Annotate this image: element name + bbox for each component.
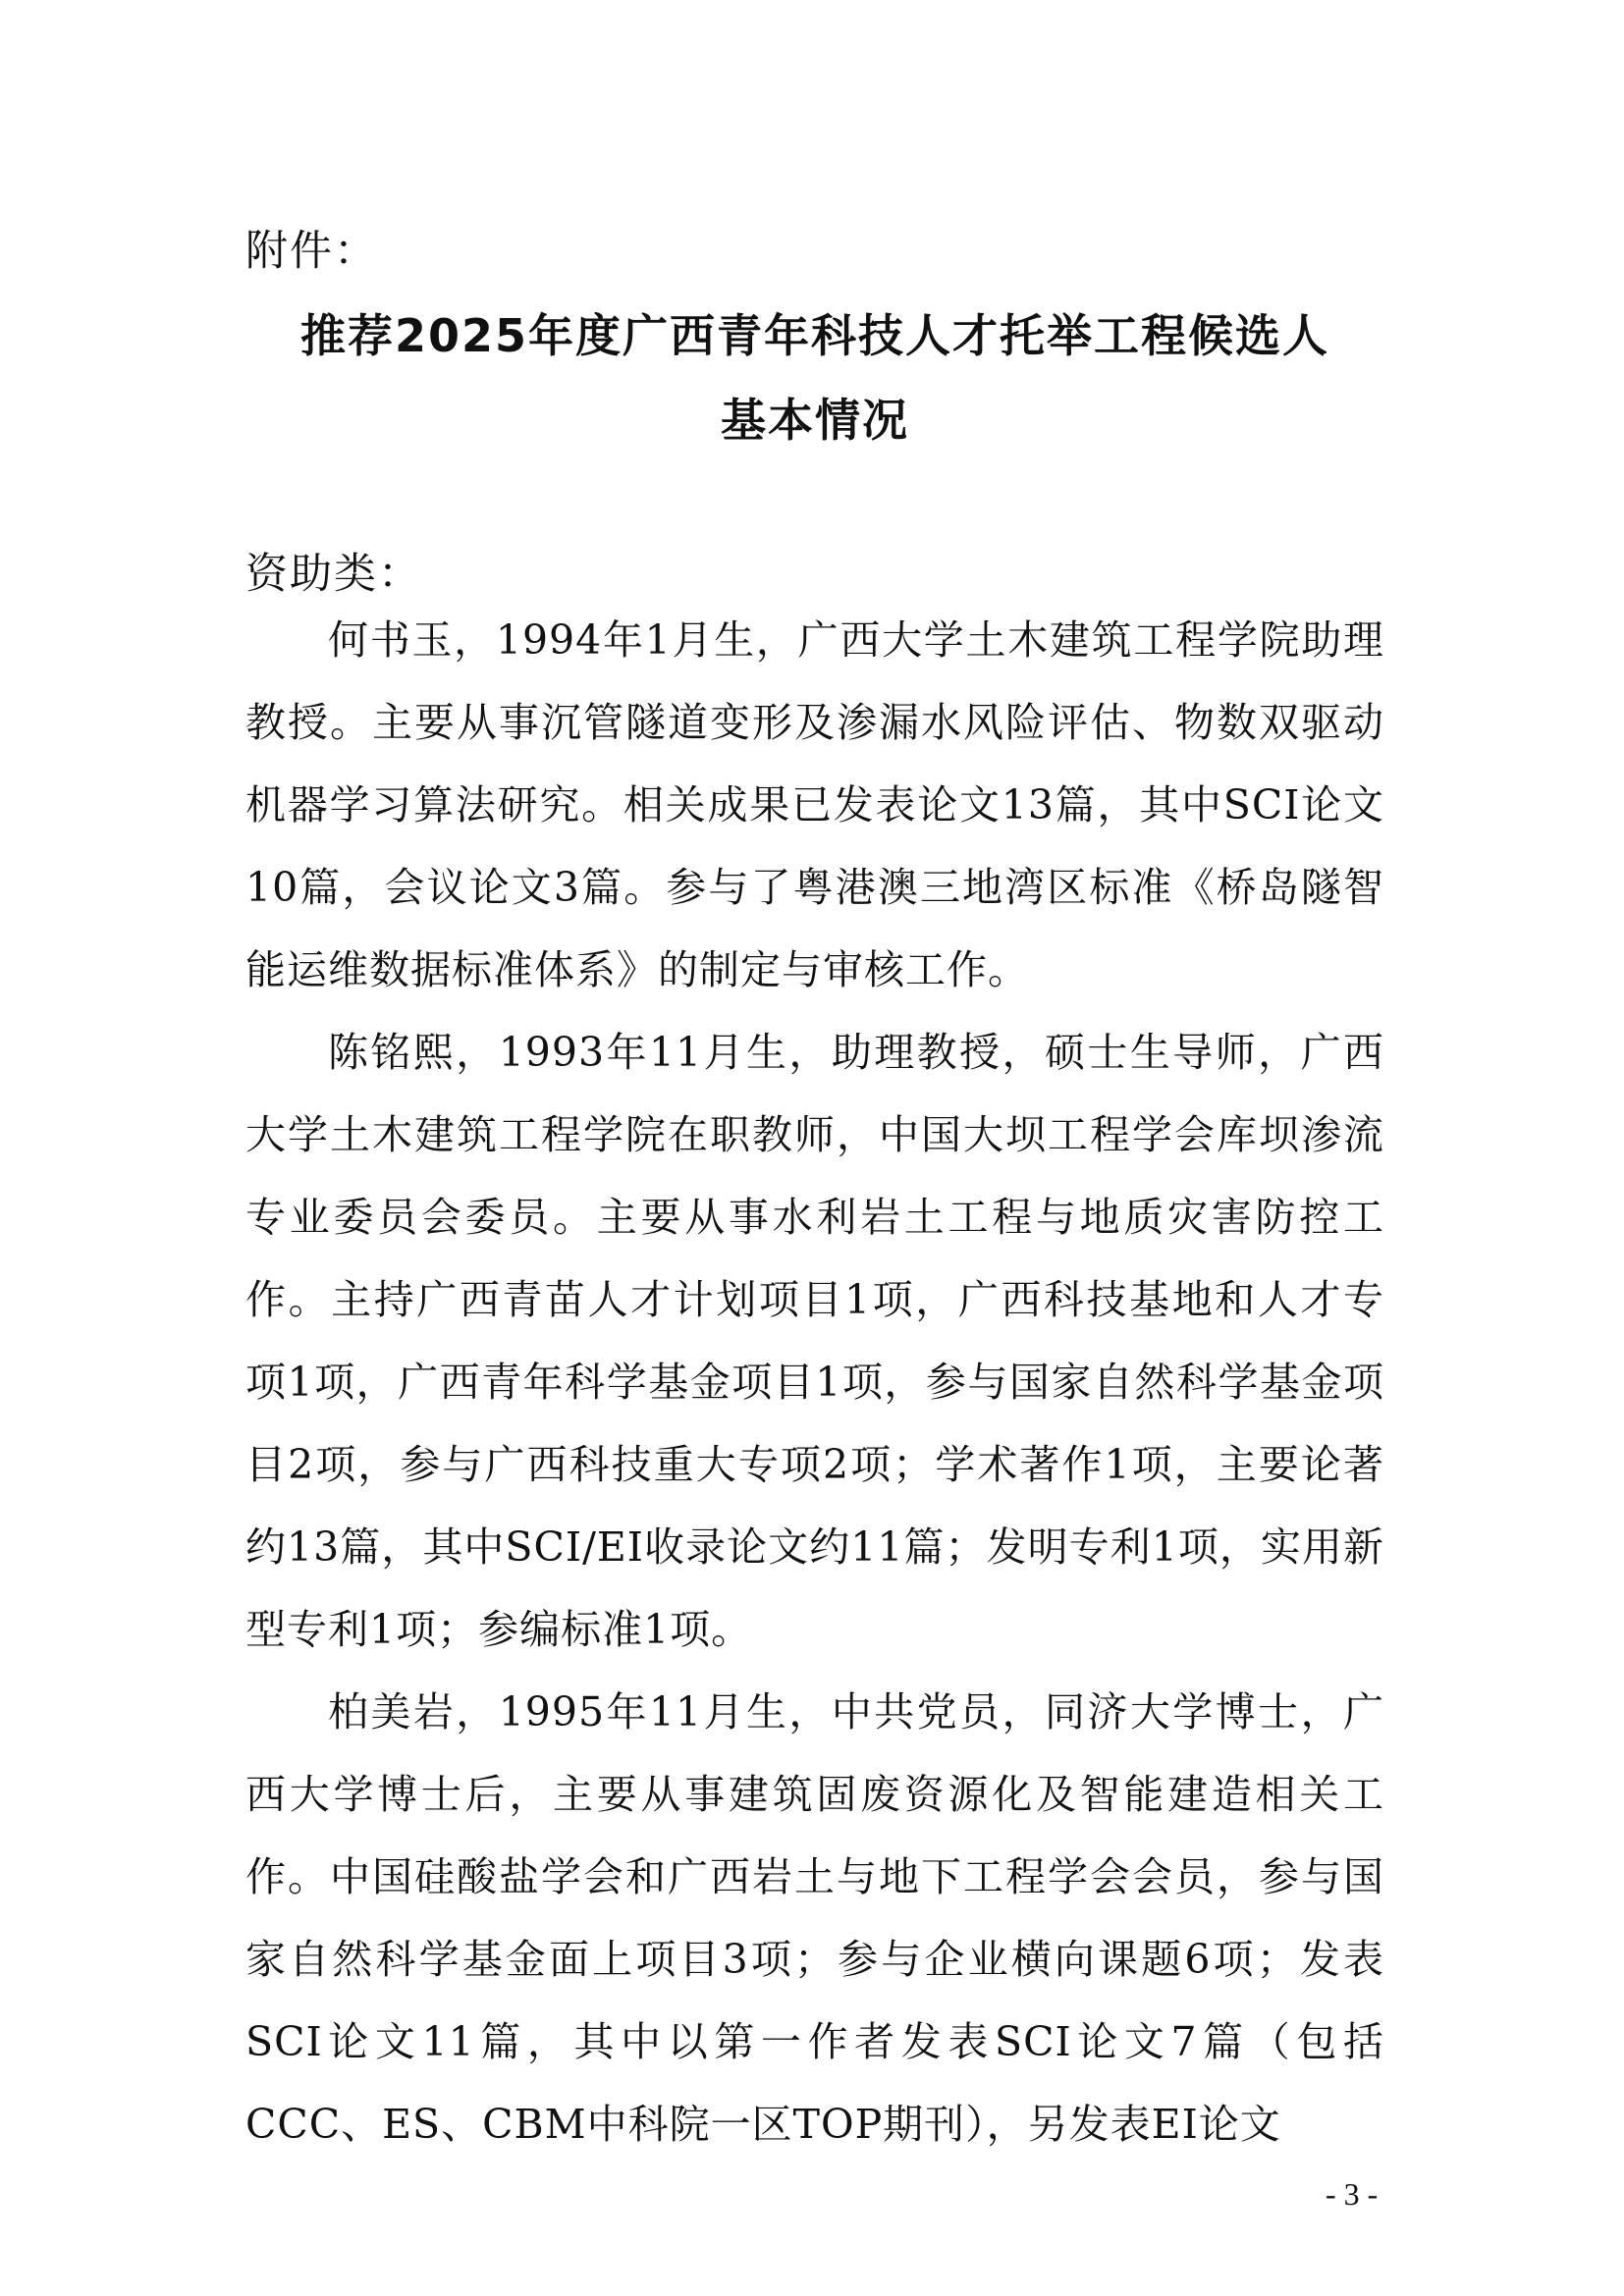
candidate-paragraph-1: 何书玉，1994年1月生，广西大学土木建筑工程学院助理教授。主要从事沉管隧道变形及渗漏水风险评估、物数双驱动机器学习算法研究。相关成果已发表论文13篇，其中SCI论文10篇，会议论文3篇。参与了粤港澳三地湾区标准《桥岛隧智能运维数据标准体系》的制定与审核工作。 [245, 616, 1384, 993]
document-title-line-1: 推荐2025年度广西青年科技人才托举工程候选人 [299, 309, 1330, 362]
section-label: 资助类： [245, 550, 422, 599]
page-number: - 3 - [1326, 2176, 1379, 2212]
document-title-line-2: 基本情况 [721, 394, 909, 447]
document-body [245, 599, 1384, 2165]
candidate-paragraph-2: 陈铭熙，1993年11月生，助理教授，硕士生导师，广西大学土木建筑工程学院在职教师，中国大坝工程学会库坝渗流专业委员会委员。主要从事水利岩土工程与地质灾害防控工作。主持广西青苗人才计划项目1项，广西科技基地和人才专项1项，广西青年科学基金项目1项，参与国家自然科学基金项目2项，参与广西科技重大专项2项；学术著作1项，主要论著约13篇，其中SCI/EI收录论文约11篇；发明专利1项，实用新型专利1项；参编标准1项。 [245, 1029, 1384, 1653]
candidate-paragraph-3: 柏美岩，1995年11月生，中共党员，同济大学博士，广西大学博士后，主要从事建筑固废资源化及智能建造相关工作。中国硅酸盐学会和广西岩土与地下工程学会会员，参与国家自然科学基金面上项目3项；参与企业横向课题6项；发表SCI论文11篇，其中以第一作者发表SCI论文7篇（包括CCC、ES、CBM中科院一区TOP期刊），另发表EI论文 [245, 1688, 1384, 2148]
attachment-label: 附件： [245, 227, 378, 276]
